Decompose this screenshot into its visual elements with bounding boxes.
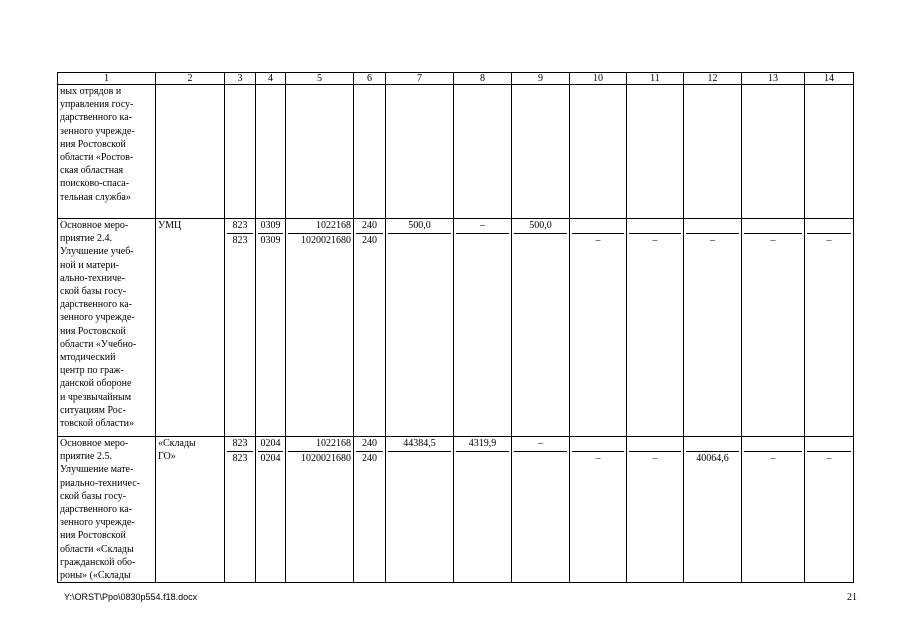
label-line: поисково-спаса- bbox=[60, 178, 130, 190]
cell-value: 0309 bbox=[258, 233, 283, 248]
label-line: зенного учрежде- bbox=[60, 312, 135, 324]
cell-value: 823 bbox=[227, 233, 253, 248]
label-line: приятие 2.5. bbox=[60, 451, 112, 463]
header-cell-1: 1 bbox=[58, 73, 156, 85]
cell-value bbox=[629, 219, 681, 233]
cell-value: – bbox=[744, 233, 802, 248]
header-cell-4: 4 bbox=[256, 73, 286, 85]
activity-label bbox=[58, 219, 156, 437]
value-cell-c14 bbox=[805, 437, 854, 583]
value-cell-c8 bbox=[454, 219, 512, 437]
label-line: зенного учрежде- bbox=[60, 517, 135, 529]
value-cell-c3 bbox=[225, 437, 256, 583]
value-cell-c9 bbox=[512, 437, 570, 583]
cell-value: 823 bbox=[227, 451, 253, 466]
cell-value: – bbox=[686, 233, 739, 248]
label-line: ной и матери- bbox=[60, 259, 119, 271]
value-cell-c13 bbox=[742, 437, 805, 583]
value-cell-c9 bbox=[512, 219, 570, 437]
cell-value bbox=[686, 437, 739, 451]
executor-cell bbox=[156, 85, 225, 219]
header-cell-5: 5 bbox=[286, 73, 354, 85]
cell-value: – bbox=[807, 451, 851, 466]
label-line: ных отрядов и bbox=[60, 86, 122, 97]
cell-value: – bbox=[572, 233, 624, 248]
cell-value: 240 bbox=[362, 438, 377, 449]
label-line: ской базы госу- bbox=[60, 490, 127, 502]
cell-value: 1022168 bbox=[316, 438, 351, 449]
label-line: центр по граж- bbox=[60, 365, 124, 377]
label-line: ситуациям Рос- bbox=[60, 404, 126, 416]
cell-value: 500,0 bbox=[529, 220, 552, 231]
header-cell-8: 8 bbox=[454, 73, 512, 85]
cell-value bbox=[744, 219, 802, 233]
cell-value: 240 bbox=[356, 233, 383, 248]
header-cell-12: 12 bbox=[684, 73, 742, 85]
cell-value: – bbox=[572, 451, 624, 466]
value-cell-c3 bbox=[225, 85, 256, 219]
value-cell-c4 bbox=[256, 219, 286, 437]
cell-value: 1020021680 bbox=[288, 451, 351, 466]
value-cell-c11 bbox=[627, 85, 684, 219]
header-cell-11: 11 bbox=[627, 73, 684, 85]
cell-value: – bbox=[807, 233, 851, 248]
table-row bbox=[58, 85, 854, 219]
value-cell-c7 bbox=[386, 219, 454, 437]
cell-value bbox=[807, 219, 851, 233]
cell-value: – bbox=[629, 233, 681, 248]
cell-value: 823 bbox=[232, 220, 248, 231]
value-cell-c10 bbox=[570, 437, 627, 583]
label-line: ния Ростовской bbox=[60, 530, 126, 542]
executor-line: ГО» bbox=[158, 451, 176, 463]
value-cell-c5 bbox=[286, 85, 354, 219]
cell-value: 823 bbox=[232, 438, 248, 449]
value-cell-c5 bbox=[286, 437, 354, 583]
label-line: приятие 2.4. bbox=[60, 233, 112, 245]
label-line: Основное меро- bbox=[60, 438, 129, 449]
table-row bbox=[58, 219, 854, 437]
header-cell-13: 13 bbox=[742, 73, 805, 85]
label-line: зенного учрежде- bbox=[60, 125, 135, 137]
value-cell-c14 bbox=[805, 85, 854, 219]
budget-table bbox=[57, 72, 854, 583]
value-cell-c12 bbox=[684, 219, 742, 437]
value-cell-c11 bbox=[627, 437, 684, 583]
value-cell-c14 bbox=[805, 219, 854, 437]
value-cell-c5 bbox=[286, 219, 354, 437]
activity-label bbox=[58, 437, 156, 583]
cell-value: 0204 bbox=[258, 451, 283, 466]
label-line: дарственного ка- bbox=[60, 504, 132, 516]
value-cell-c7 bbox=[386, 437, 454, 583]
header-cell-14: 14 bbox=[805, 73, 854, 85]
cell-value: – bbox=[480, 220, 485, 231]
label-line: управления госу- bbox=[60, 99, 134, 111]
cell-value: 500,0 bbox=[408, 220, 431, 231]
label-line: ально-техниче- bbox=[60, 272, 125, 284]
cell-value: 0204 bbox=[260, 438, 281, 449]
cell-value bbox=[388, 451, 451, 466]
value-cell-c10 bbox=[570, 219, 627, 437]
cell-value bbox=[572, 219, 624, 233]
cell-value bbox=[807, 437, 851, 451]
executor-line: «Склады bbox=[158, 438, 196, 449]
cell-value: 40064,6 bbox=[686, 451, 739, 466]
value-cell-c13 bbox=[742, 85, 805, 219]
label-line: области «Склады bbox=[60, 543, 134, 555]
label-line: дарственного ка- bbox=[60, 112, 132, 124]
label-line: и чрезвычайным bbox=[60, 391, 132, 403]
value-cell-c4 bbox=[256, 437, 286, 583]
header-cell-2: 2 bbox=[156, 73, 225, 85]
cell-value bbox=[514, 233, 567, 248]
label-line: ской базы госу- bbox=[60, 286, 127, 298]
value-cell-c9 bbox=[512, 85, 570, 219]
label-line: гражданской обо- bbox=[60, 556, 136, 568]
value-cell-c8 bbox=[454, 85, 512, 219]
cell-value bbox=[456, 451, 509, 466]
page-number: 21 bbox=[847, 592, 857, 603]
label-line: ния Ростовской bbox=[60, 325, 126, 337]
header-row bbox=[58, 73, 854, 85]
label-line: Основное меро- bbox=[60, 220, 129, 231]
header-cell-7: 7 bbox=[386, 73, 454, 85]
header-cell-10: 10 bbox=[570, 73, 627, 85]
executor-line: УМЦ bbox=[158, 220, 182, 231]
label-line: мтодический bbox=[60, 352, 116, 364]
label-line: данской обороне bbox=[60, 378, 132, 390]
value-cell-c12 bbox=[684, 437, 742, 583]
value-cell-c3 bbox=[225, 219, 256, 437]
value-cell-c12 bbox=[684, 85, 742, 219]
header-cell-3: 3 bbox=[225, 73, 256, 85]
cell-value bbox=[686, 219, 739, 233]
cell-value: – bbox=[629, 451, 681, 466]
label-line: Улучшение мате- bbox=[60, 464, 134, 476]
cell-value: 0309 bbox=[260, 220, 281, 231]
cell-value bbox=[744, 437, 802, 451]
label-line: риально-техничес- bbox=[60, 477, 140, 489]
cell-value bbox=[572, 437, 624, 451]
label-line: роны» («Склады bbox=[60, 570, 131, 582]
executor-cell bbox=[156, 437, 225, 583]
cell-value bbox=[388, 233, 451, 248]
table-row bbox=[58, 437, 854, 583]
label-line: области «Ростов- bbox=[60, 152, 134, 164]
header-cell-9: 9 bbox=[512, 73, 570, 85]
label-line: дарственного ка- bbox=[60, 299, 132, 311]
label-line: ния Ростовской bbox=[60, 138, 126, 150]
value-cell-c11 bbox=[627, 219, 684, 437]
cell-value: 240 bbox=[356, 451, 383, 466]
cell-value bbox=[629, 437, 681, 451]
cell-value: 4319,9 bbox=[468, 438, 497, 449]
cell-value bbox=[456, 233, 509, 248]
cell-value: 240 bbox=[362, 220, 377, 231]
cell-value: – bbox=[744, 451, 802, 466]
value-cell-c6 bbox=[354, 219, 386, 437]
cell-value bbox=[514, 451, 567, 466]
value-cell-c10 bbox=[570, 85, 627, 219]
label-line: ская областная bbox=[60, 165, 124, 177]
activity-label bbox=[58, 85, 156, 219]
header-cell-6: 6 bbox=[354, 73, 386, 85]
cell-value: – bbox=[538, 438, 543, 449]
label-line: товской области» bbox=[60, 418, 134, 430]
label-line: области «Учебно- bbox=[60, 338, 137, 350]
file-path: Y:\ORST\Ppo\0830p554.f18.docx bbox=[64, 592, 198, 602]
label-line: Улучшение учеб- bbox=[60, 246, 134, 258]
value-cell-c8 bbox=[454, 437, 512, 583]
executor-cell bbox=[156, 219, 225, 437]
value-cell-c6 bbox=[354, 85, 386, 219]
cell-value: 44384,5 bbox=[403, 438, 436, 449]
value-cell-c13 bbox=[742, 219, 805, 437]
cell-value: 1020021680 bbox=[288, 233, 351, 248]
value-cell-c7 bbox=[386, 85, 454, 219]
cell-value: 1022168 bbox=[316, 220, 351, 231]
value-cell-c4 bbox=[256, 85, 286, 219]
value-cell-c6 bbox=[354, 437, 386, 583]
label-line: тельная служба» bbox=[60, 191, 131, 203]
